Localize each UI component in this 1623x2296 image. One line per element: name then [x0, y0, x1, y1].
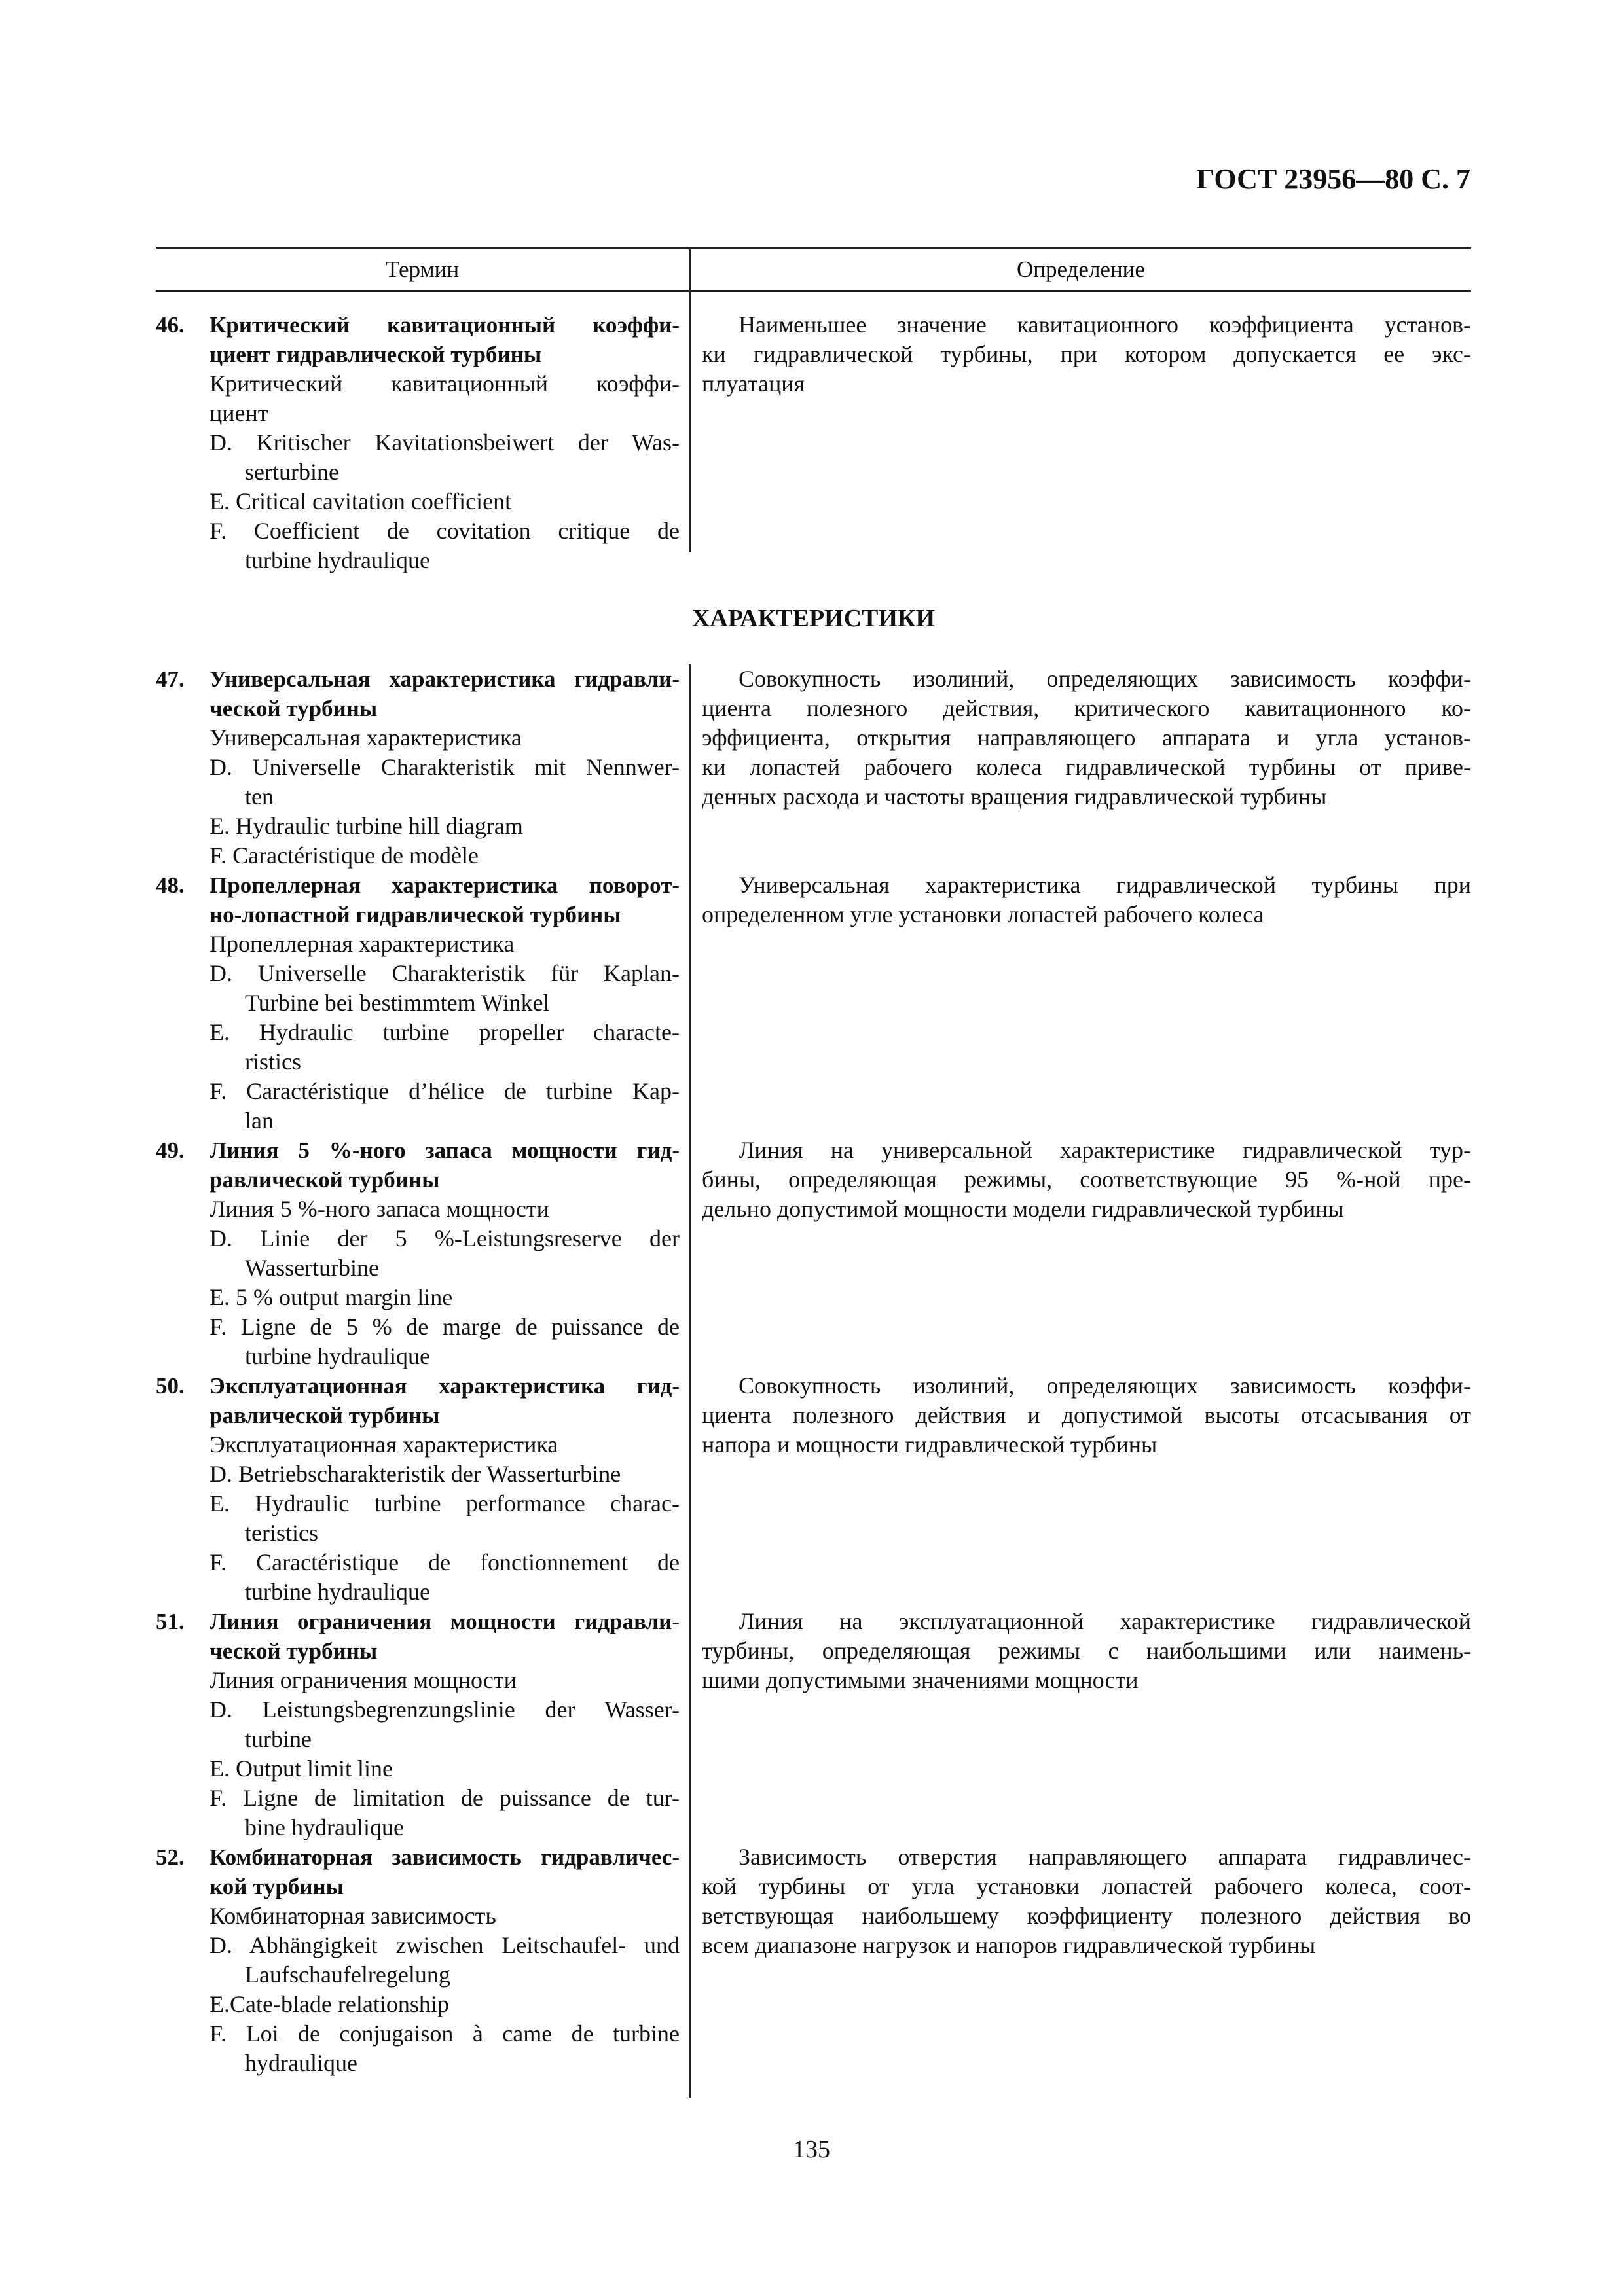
foreign-equivalent-line: D. Betriebscharakteristik der Wasserturbine — [210, 1461, 621, 1487]
term-title-line — [156, 1607, 680, 1636]
definition-line: Совокупность изолиний, определяющих зависимость коэффи- — [739, 1372, 1471, 1399]
definition-line: ки лопастей рабочего колеса гидравлической турбины от приве- — [702, 754, 1471, 780]
foreign-equivalent-line: D. Linie der 5 %-Leistungsreserve der — [210, 1225, 680, 1251]
definition-line: плуатация — [702, 370, 805, 397]
term-cell — [156, 1842, 689, 2078]
short-term-line: Пропеллерная характеристика — [210, 931, 515, 957]
foreign-equivalent-line: E. Output limit line — [210, 1755, 393, 1782]
term-cell — [156, 870, 689, 1136]
column-divider — [689, 664, 691, 2098]
foreign-equivalent-line: D. Universelle Charakteristik für Kaplan- — [210, 960, 680, 986]
foreign-equivalent-line: E. 5 % output margin line — [210, 1284, 453, 1310]
definition-cell — [689, 310, 1471, 575]
term-cell — [156, 1607, 689, 1842]
short-term-line: циент — [210, 400, 268, 426]
foreign-equivalent-line: F. Ligne de 5 % de marge de puissance de — [210, 1314, 680, 1340]
foreign-equivalent-line: F. Caractéristique d’hélice de turbine Kap- — [210, 1078, 680, 1104]
term-entry — [156, 1607, 1471, 1842]
foreign-equivalent-line: D. Abhängigkeit zwischen Leitschaufel- und — [210, 1932, 680, 1958]
column-header-definition: Определение — [689, 249, 1471, 290]
foreign-equivalent-line: turbine hydraulique — [245, 547, 430, 573]
foreign-equivalent-line: turbine — [245, 1726, 312, 1752]
term-title-line — [156, 310, 680, 340]
definition-line: Совокупность изолиний, определяющих зависимость коэффи- — [739, 666, 1471, 692]
definition-line: Зависимость отверстия направляющего аппарата гидравличес- — [739, 1844, 1471, 1870]
foreign-equivalent-line: lan — [245, 1107, 274, 1134]
foreign-equivalent-line: D. Universelle Charakteristik mit Nennwer- — [210, 754, 680, 780]
foreign-equivalent-line: ristics — [245, 1049, 301, 1075]
entry-number: 48. — [156, 872, 185, 898]
term-entry — [156, 1136, 1471, 1371]
definition-line: всем диапазоне нагрузок и напоров гидравлической турбины — [702, 1932, 1316, 1958]
term-title-line: но-лопастной гидравлической турбины — [210, 902, 621, 927]
term-title-line — [156, 870, 680, 900]
definition-line: турбины, определяющая режимы с наибольшими или наимень- — [702, 1638, 1471, 1664]
entry-number: 50. — [156, 1373, 185, 1399]
term-title-line — [156, 1371, 680, 1401]
definition-line: Линия на эксплуатационной характеристике гидравлической — [739, 1608, 1471, 1634]
term-title-line: циент гидравлической турбины — [210, 342, 542, 367]
foreign-equivalent-line: E. Hydraulic turbine performance charac- — [210, 1490, 680, 1516]
term-entry — [156, 310, 1471, 575]
terms-table — [156, 247, 1471, 2078]
definition-line: циента полезного действия, критического кавитационного ко- — [702, 695, 1471, 721]
foreign-equivalent-line: hydraulique — [245, 2050, 357, 2076]
foreign-equivalent-line: F. Coefficient de covitation critique de — [210, 518, 680, 544]
term-title-line — [156, 664, 680, 694]
column-header-term: Термин — [385, 257, 460, 282]
short-term-line: Линия ограничения мощности — [210, 1667, 517, 1693]
definition-line: денных расхода и частоты вращения гидравлической турбины — [702, 783, 1327, 810]
foreign-equivalent-line: D. Leistungsbegrenzungslinie der Wasser- — [210, 1696, 680, 1723]
section-title: ХАРАКТЕРИСТИКИ — [691, 605, 936, 632]
definition-line: Универсальная характеристика гидравлической турбины при — [739, 872, 1471, 898]
definition-line: ветствующая наибольшему коэффициенту полезного действия во — [702, 1903, 1471, 1929]
definition-cell — [689, 1371, 1471, 1607]
definition-line: циента полезного действия и допустимой высоты отсасывания от — [702, 1402, 1471, 1428]
term-title-line: равлической турбины — [210, 1167, 440, 1193]
table-header — [156, 249, 1471, 292]
foreign-equivalent-line: Turbine bei bestimmtem Winkel — [245, 990, 550, 1016]
foreign-equivalent-line: ten — [245, 783, 274, 810]
term-title-text: Универсальная характеристика гидравли- — [210, 666, 680, 692]
definition-line: дельно допустимой мощности модели гидравлической турбины — [702, 1196, 1344, 1222]
definition-line: напора и мощности гидравлической турбины — [702, 1431, 1158, 1458]
foreign-equivalent-line: F. Loi de conjugaison à came de turbine — [210, 2020, 680, 2047]
term-title-text: Критический кавитационный коэффи- — [210, 312, 680, 338]
definition-line: эффициента, открытия направляющего аппарата и угла установ- — [702, 725, 1471, 751]
definition-line: кой турбины от угла установки лопастей рабочего колеса, соот- — [702, 1873, 1471, 1899]
foreign-equivalent-line: serturbine — [245, 459, 339, 485]
table-body-part2 — [156, 664, 1471, 2078]
foreign-equivalent-line: teristics — [245, 1520, 318, 1546]
foreign-equivalent-line: F. Caractéristique de fonctionnement de — [210, 1549, 680, 1575]
term-entry — [156, 1371, 1471, 1607]
definition-cell — [689, 1136, 1471, 1371]
definition-cell — [689, 1842, 1471, 2078]
entry-number: 47. — [156, 666, 185, 692]
short-term-line: Эксплуатационная характеристика — [210, 1431, 558, 1458]
short-term-line: Линия 5 %-ного запаса мощности — [210, 1196, 549, 1222]
foreign-equivalent-line: bine hydraulique — [245, 1814, 404, 1840]
page-number: 135 — [793, 2136, 830, 2163]
foreign-equivalent-line: E. Critical cavitation coefficient — [210, 488, 512, 514]
term-title-text: Пропеллерная характеристика поворот- — [210, 872, 680, 898]
term-cell — [156, 664, 689, 870]
term-entry — [156, 1842, 1471, 2078]
term-title-text: Линия ограничения мощности гидравли- — [210, 1609, 680, 1634]
entry-number: 51. — [156, 1609, 185, 1634]
entry-number: 52. — [156, 1844, 185, 1870]
term-title-line: ческой турбины — [210, 1638, 378, 1664]
short-term-line: Универсальная характеристика — [210, 725, 522, 751]
document-header: ГОСТ 23956—80 С. 7 — [1196, 163, 1470, 195]
term-cell — [156, 1136, 689, 1371]
term-title-text: Эксплуатационная характеристика гид- — [210, 1373, 680, 1399]
foreign-equivalent-line: E. Hydraulic turbine propeller characte- — [210, 1019, 680, 1045]
term-title-text: Комбинаторная зависимость гидравличес- — [210, 1844, 680, 1870]
short-term-line: Критический кавитационный коэффи- — [210, 370, 680, 397]
definition-cell — [689, 870, 1471, 1136]
foreign-equivalent-line: Laufschaufelregelung — [245, 1962, 450, 1988]
foreign-equivalent-line: Wasserturbine — [245, 1255, 380, 1281]
term-title-text: Линия 5 %-ного запаса мощности гид- — [210, 1138, 680, 1163]
definition-line: Наименьшее значение кавитационного коэффициента установ- — [739, 312, 1471, 338]
foreign-equivalent-line: F. Ligne de limitation de puissance de tur- — [210, 1785, 680, 1811]
definition-line: шими допустимыми значениями мощности — [702, 1667, 1139, 1693]
foreign-equivalent-line: E. Hydraulic turbine hill diagram — [210, 813, 523, 839]
foreign-equivalent-line: D. Kritischer Kavitationsbeiwert der Was- — [210, 429, 680, 456]
definition-cell — [689, 664, 1471, 870]
definition-line: определенном угле установки лопастей рабочего колеса — [702, 901, 1264, 927]
definition-cell — [689, 1607, 1471, 1842]
entry-number: 46. — [156, 312, 185, 338]
term-title-line — [156, 1842, 680, 1872]
entry-number: 49. — [156, 1138, 185, 1163]
term-entry — [156, 664, 1471, 870]
term-title-line: равлической турбины — [210, 1403, 440, 1428]
column-divider — [689, 292, 691, 552]
foreign-equivalent-line: F. Caractéristique de modèle — [210, 842, 479, 869]
term-cell — [156, 310, 689, 575]
definition-line: ки гидравлической турбины, при котором допускается ее экс- — [702, 341, 1471, 367]
term-title-line — [156, 1136, 680, 1165]
term-cell — [156, 1371, 689, 1607]
table-body-part1 — [156, 292, 1471, 575]
definition-line: бины, определяющая режимы, соответствующие 95 %-ной пре- — [702, 1166, 1471, 1193]
foreign-equivalent-line: turbine hydraulique — [245, 1343, 430, 1369]
term-title-line: ческой турбины — [210, 696, 378, 721]
short-term-line: Комбинаторная зависимость — [210, 1903, 496, 1929]
foreign-equivalent-line: turbine hydraulique — [245, 1579, 430, 1605]
definition-line: Линия на универсальной характеристике гидравлической тур- — [739, 1137, 1471, 1163]
foreign-equivalent-line: E.Cate-blade relationship — [210, 1991, 449, 2017]
term-title-line: кой турбины — [210, 1874, 344, 1899]
term-entry — [156, 870, 1471, 1136]
